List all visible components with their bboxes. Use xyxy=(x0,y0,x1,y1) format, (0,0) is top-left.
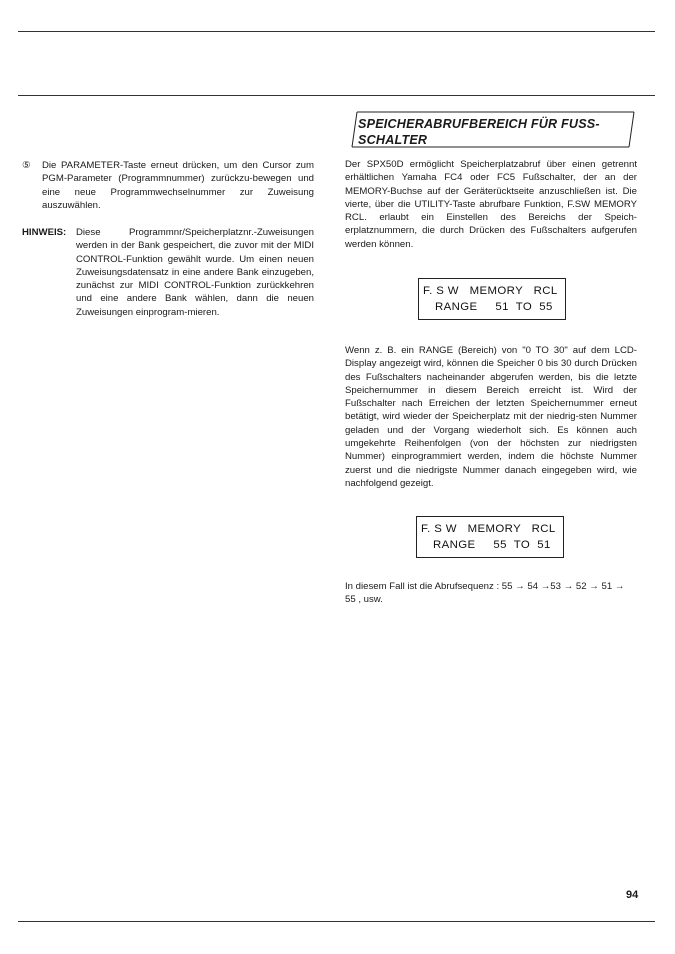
intro-paragraph: Der SPX50D ermöglicht Speicherplatzabruf über einen getrennt erhältlichen Yamaha FC4 oder FC5 Fußschalter, der an der MEMORY-Buchse auf der Geräterücktseite anzuschließen ist. Die vierte, über die UTILITY-Taste abrufbare Funktion, F.SW MEMORY RCL. erlaubt ein Einstellen des Bereichs der Speich-erplatznummern, die durch Drücken des Fußschalters aufgerufen werden können. xyxy=(345,159,637,250)
section-heading xyxy=(358,116,628,148)
top-rule xyxy=(18,31,655,32)
heading-line-1: SPEICHERABRUFBEREICH FÜR FUSS- xyxy=(358,117,600,131)
step-text: Die PARAMETER-Taste erneut drücken, um den Cursor zum PGM-Parameter (Programmnummer) zurückzu-bewegen und eine neue Programmwechselnummer zur Zuweisung auszuwählen. xyxy=(42,160,314,211)
step-5 xyxy=(22,159,314,212)
lcd-1-line-2: RANGE 51 TO 55 xyxy=(435,301,553,313)
page-number: 94 xyxy=(626,889,639,901)
range-paragraph: Wenn z. B. ein RANGE (Bereich) von "0 TO 30" auf dem LCD-Display angezeigt wird, können die Speicher 0 bis 30 durch Drücken des Fußschalters nacheinander abgerufen werden, bis die letzte Speichernummer in diesem Bereich erreicht ist. Wird der Fußschalter nach Erreichen der letzten Speichernummer erneut betätigt, wird wieder der Speicherplatz mit der niedrig-sten Nummer geladen und der Vorgang wiederholt sich. Es können auch umgekehrte Reihenfolgen (von der höchsten zur niedrigsten Nummer) einprogrammiert werden, indem die höchste Nummer zuerst und die niedrigste Nummer danach eingegeben wird, wie nachfolgend gezeigt. xyxy=(345,345,637,489)
section-heading-box xyxy=(351,111,635,148)
heading-line-2: SCHALTER xyxy=(358,133,428,147)
sequence-paragraph: In diesem Fall ist die Abrufsequenz : 55 → 54 →53 → 52 → 51 → 55 , usw. xyxy=(345,581,625,606)
step-number: ⑤ xyxy=(22,160,31,171)
note-block xyxy=(22,226,314,319)
bottom-rule xyxy=(18,921,655,922)
lcd-2-line-2: RANGE 55 TO 51 xyxy=(433,539,551,551)
lcd-display-1 xyxy=(418,278,566,320)
section-rule xyxy=(18,95,655,96)
note-text: Diese Programmnr/Speicherplatznr.-Zuweisungen werden in der Bank gespeichert, die zuvor mit der MIDI CONTROL-Funktion gewählt wurde. Um einen neuen Zuweisungsdatensatz in eine andere Bank einzugeben, zunächst zur MIDI CONTROL-Funktion zurückkehren und eine andere Bank wählen, dann die neuen Zuweisungen einprogram-mieren. xyxy=(76,227,314,318)
lcd-2-line-1: F. S W MEMORY RCL xyxy=(421,523,556,535)
note-label: HINWEIS: xyxy=(22,227,67,238)
lcd-display-2 xyxy=(416,516,564,558)
lcd-1-line-1: F. S W MEMORY RCL xyxy=(423,285,558,297)
